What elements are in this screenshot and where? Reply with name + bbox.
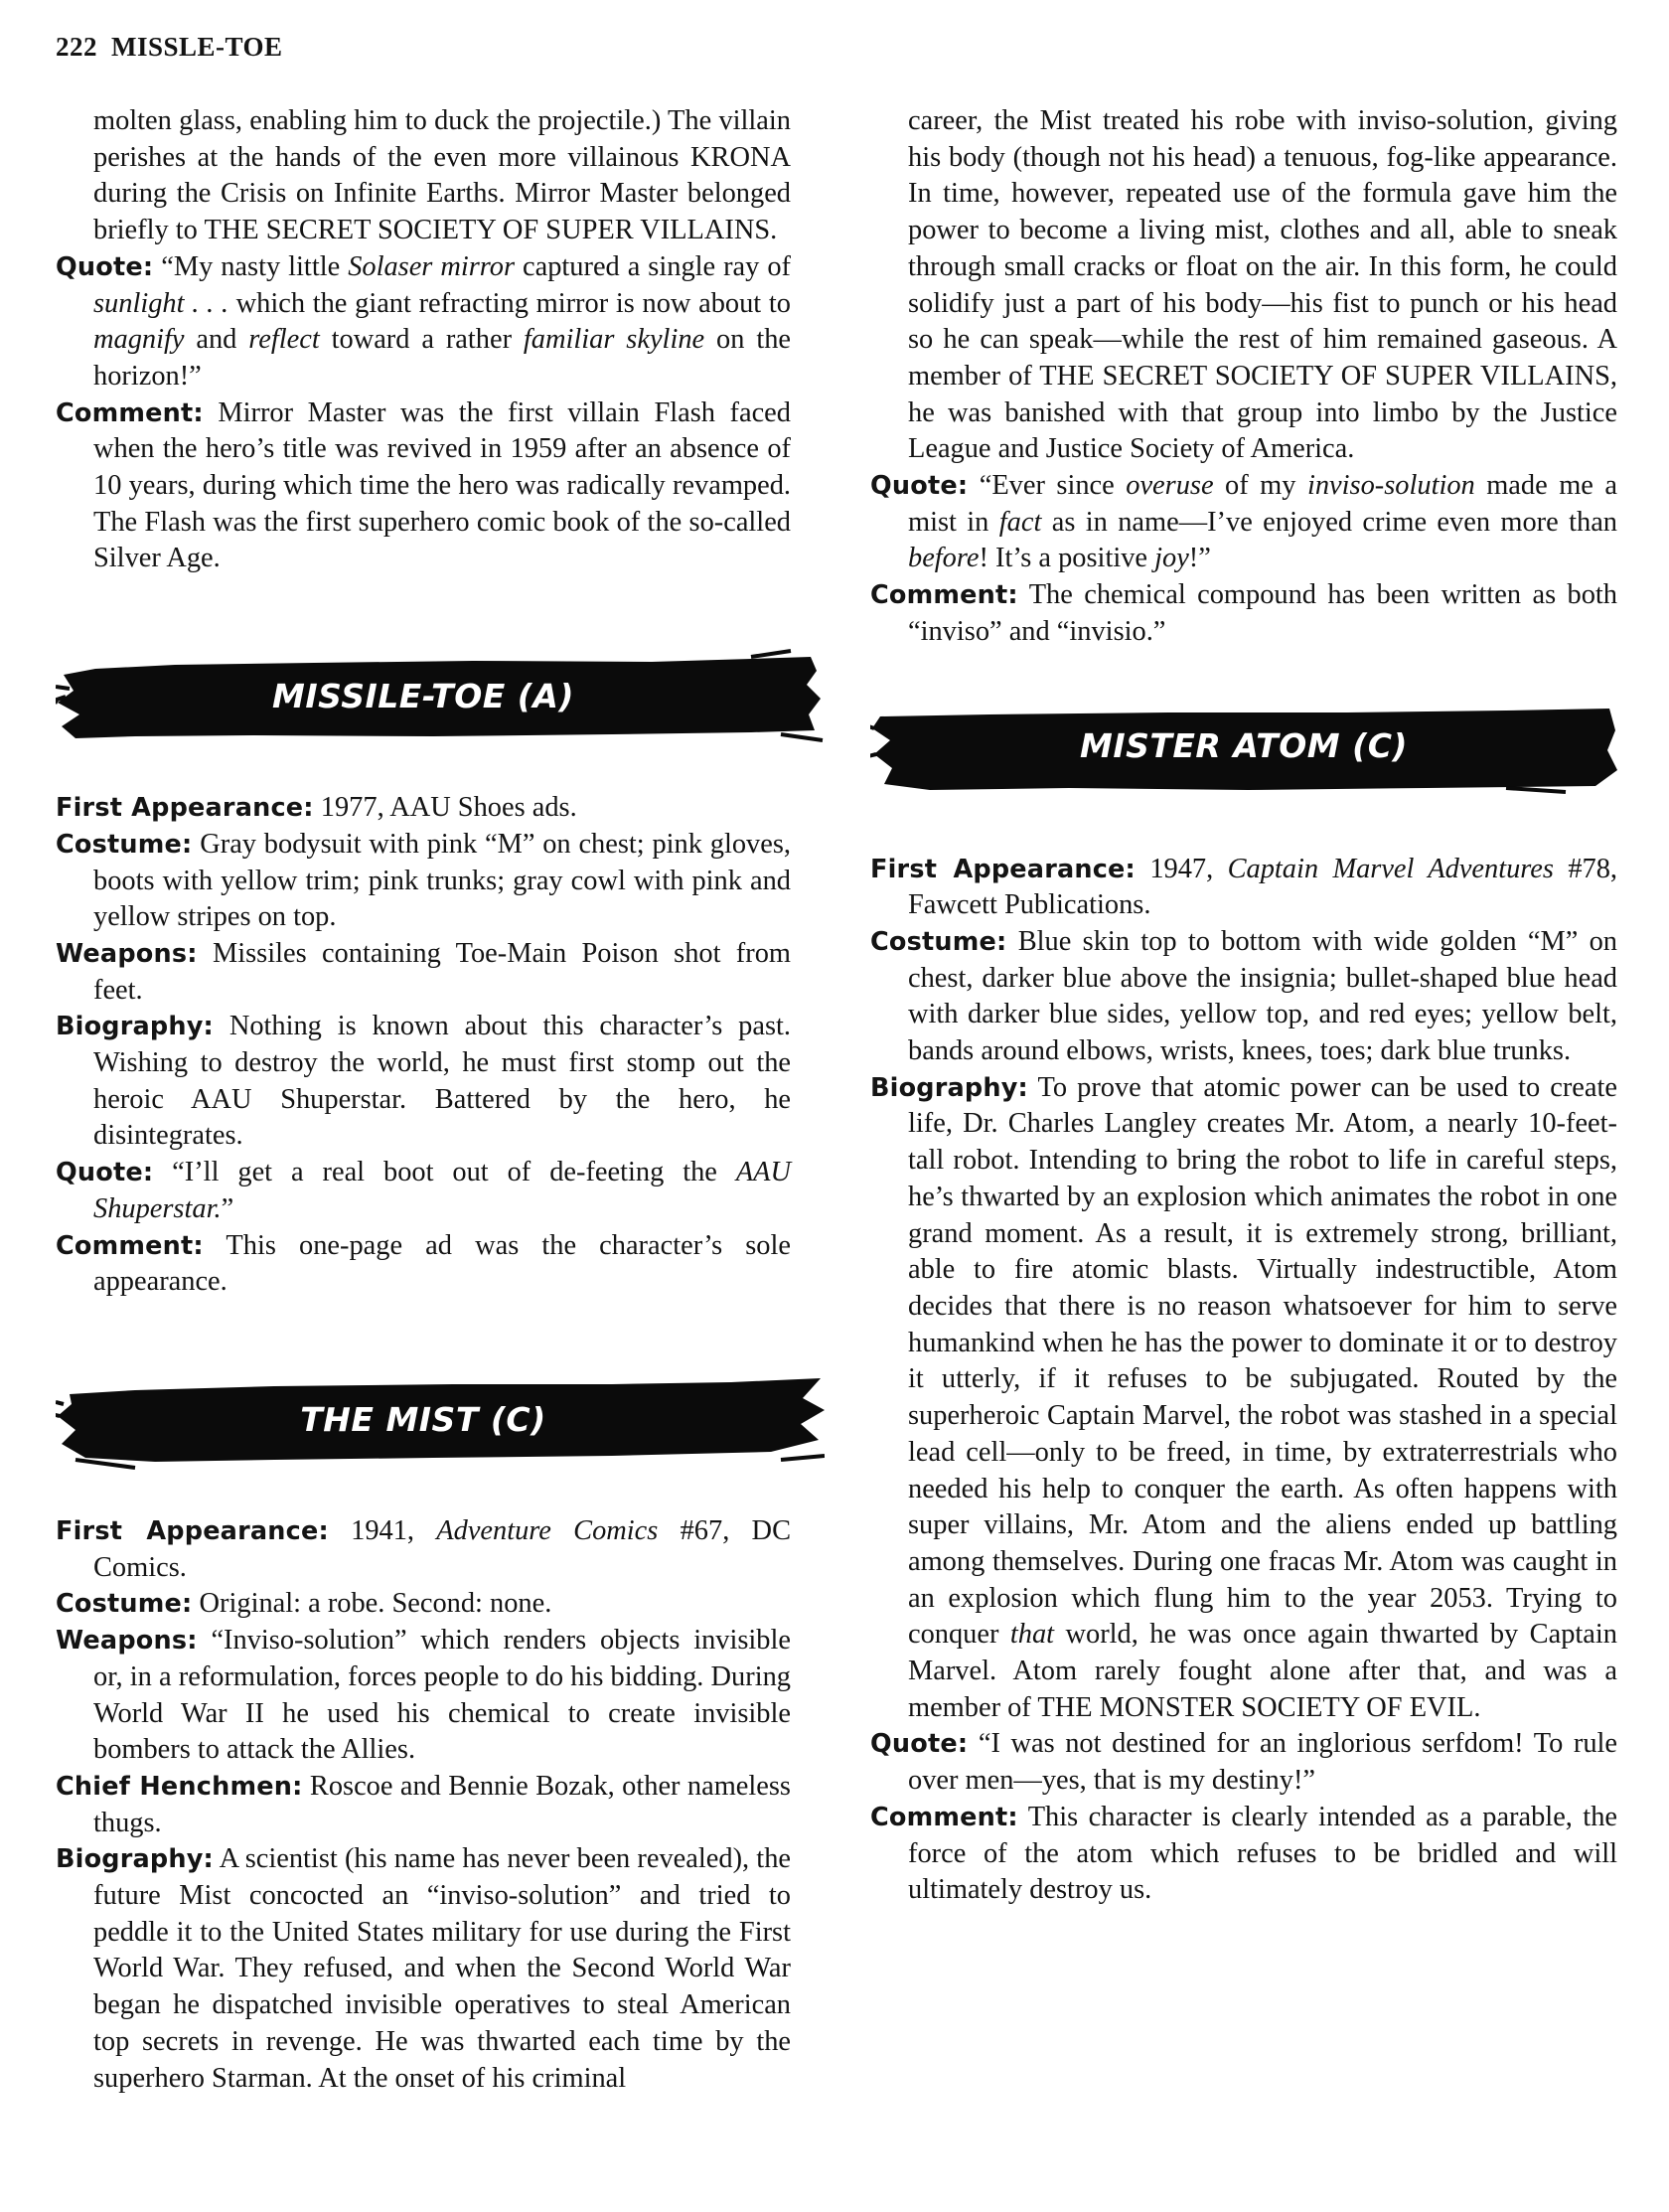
the-mist-first-appearance: First Appearance: 1941, Adventure Comics #67, DC Comics. bbox=[56, 1514, 792, 1583]
mirror-master-comment: Comment: Mirror Master was the first villain Flash faced when the hero’s title was revived in 1959 after an absence of 10 years, during which time the hero was radically revamped. The Flash was the first superhero comic book of the so-called Silver Age. bbox=[56, 396, 791, 574]
mister-atom-first-appearance: First Appearance: 1947, Captain Marvel Adventures #78, Fawcett Publications. bbox=[870, 853, 1618, 921]
mister-atom-biography: Biography: To prove that atomic power can be used to create life, Dr. Charles Langley creates Mr. Atom, a nearly 10-feet-tall robot. Intending to bring the robot to life in careful steps, he’s thwarted by an explosion which animates the robot in one grand moment. As a result, it is extremely strong, brilliant, able to fire atomic blasts. Virtually indestructible, Atom decides that there is no reason whatsoever for him to serve humankind when he has the power to dominate it or to destroy it utterly, if it refuses to be subjugated. Routed by the superheroic Captain Marvel, the robot was stashed in a special lead cell—only to be freed, in time, by extraterrestrials who needed his help to conquer the earth. As often happens with super villains, Mr. Atom and the aliens ended up battling among themselves. During one fracas Mr. Atom was caught in an explosion which flung him to the year 2053. Trying to conquer that world, he was once again thwarted by Captain Marvel. Atom rarely fought alone after that, and was a member of THE MONSTER SOCIETY OF EVIL. bbox=[870, 1071, 1617, 1723]
mister-atom-banner bbox=[870, 705, 1617, 814]
mister-atom-quote: Quote: “I was not destined for an inglorious serfdom! To rule over men—yes, that is my destiny!” bbox=[870, 1728, 1618, 1797]
mister-atom-comment: Comment: This character is clearly intended as a parable, the force of the atom which refuses to be bridled and will ultimately destroy us. bbox=[870, 1801, 1617, 1906]
the-mist-weapons: Weapons: “Inviso-solution” which renders objects invisible or, in a reformulation, forces people to do his bidding. During World War II he used his chemical to create invisible bombers to attack the Allies. bbox=[56, 1625, 791, 1766]
missile-toe-costume: Costume: Gray bodysuit with pink “M” on chest; pink gloves, boots with yellow trim; pink trunks; gray cowl with pink and yellow stripes on top. bbox=[56, 828, 791, 933]
mirror-master-quote: Quote: “My nasty little Solaser mirror captured a single ray of sunlight . . . which the giant refracting mirror is now about to magnify and reflect toward a rather familiar skyline on the horizon!” bbox=[56, 250, 791, 392]
the-mist-henchmen: Chief Henchmen: Roscoe and Bennie Bozak, other nameless thugs. bbox=[56, 1770, 791, 1838]
quote-label: Quote: bbox=[56, 251, 154, 282]
page-header bbox=[56, 32, 283, 63]
mister-atom-costume: Costume: Blue skin top to bottom with wide golden “M” on chest, darker blue above the insignia; bullet-shaped blue head with darker blue sides, yellow top, and red eyes; yellow belt, bands around elbows, wrists, knees, toes; dark blue trunks. bbox=[870, 925, 1617, 1067]
left-column bbox=[56, 103, 791, 2097]
the-mist-biography: Biography: A scientist (his name has never been revealed), the future Mist concocted an “inviso-solution” and tried to peddle it to the United States military for use during the First World War. They refused, and when the Second World War began he dispatched invisible operatives to steal American top secrets in revenge. He was thwarted each time by the superhero Starman. At the onset of his criminal bbox=[56, 1843, 791, 2094]
the-mist-costume: Costume: Original: a robe. Second: none. bbox=[56, 1588, 552, 1620]
right-column bbox=[870, 103, 1617, 1909]
mirror-master-continued: molten glass, enabling him to duck the projectile.) The villain perishes at the hands of the even more villainous KRONA during the Crisis on Infinite Earths. Mirror Master belonged briefly to THE SECRET SOCIETY OF SUPER VILLAINS. bbox=[93, 105, 791, 246]
missile-toe-banner bbox=[56, 641, 791, 750]
the-mist-quote: Quote: “Ever since overuse of my inviso-solution made me a mist in fact as in name—I’ve enjoyed crime even more than before! It’s a positive joy!” bbox=[870, 470, 1618, 574]
missile-toe-comment: Comment: This one-page ad was the character’s sole appearance. bbox=[56, 1229, 791, 1298]
the-mist-biography-continued: career, the Mist treated his robe with inviso-solution, giving his body (though not his head) a tenuous, fog-like appearance. In time, however, repeated use of the formula gave him the power to become a living mist, clothes and all, able to sneak through small cracks or float on the air. In this form, he could solidify just a part of his body—his fist to punch or his head so he can speak—while the rest of him remained gaseous. A member of THE SECRET SOCIETY OF SUPER VILLAINS, he was banished with that group into limbo by the Justice League and Justice Society of America. bbox=[908, 105, 1617, 465]
missile-toe-first-appearance: First Appearance: 1977, AAU Shoes ads. bbox=[56, 792, 577, 824]
mister-atom-title: MISTER ATOM (C) bbox=[1080, 725, 1408, 765]
page-number: 222 bbox=[56, 32, 97, 62]
comment-label: Comment: bbox=[56, 397, 204, 428]
missile-toe-biography: Biography: Nothing is known about this character’s past. Wishing to destroy the world, he must first stomp out the heroic AAU Shuperstar. Battered by the hero, he disintegrates. bbox=[56, 1011, 791, 1152]
the-mist-comment: Comment: The chemical compound has been written as both “inviso” and “invisio.” bbox=[870, 579, 1617, 647]
the-mist-title: THE MIST (C) bbox=[300, 1399, 546, 1439]
missile-toe-title: MISSILE-TOE (A) bbox=[272, 677, 574, 716]
missile-toe-weapons: Weapons: Missiles containing Toe-Main Poison shot from feet. bbox=[56, 937, 791, 1006]
the-mist-banner bbox=[56, 1364, 791, 1474]
missile-toe-quote: Quote: “I’ll get a real boot out of de-feeting the AAU Shuperstar.” bbox=[56, 1157, 791, 1224]
running-title: MISSLE-TOE bbox=[111, 32, 283, 62]
